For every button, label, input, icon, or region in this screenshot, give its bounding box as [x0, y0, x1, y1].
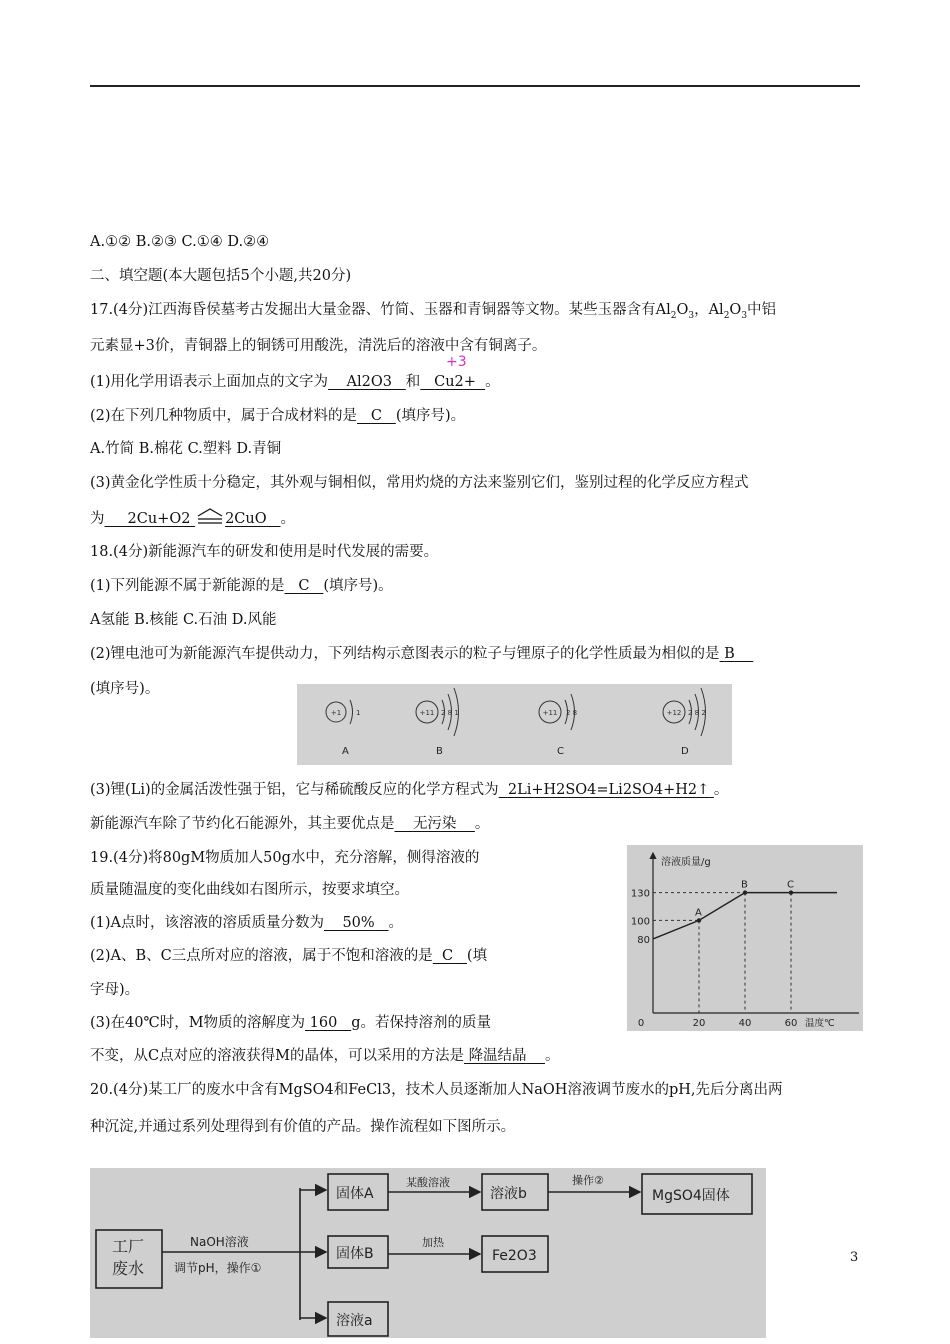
q18-part4: 新能源汽车除了节约化石能源外，其主要优点是 无污染 。	[90, 816, 490, 832]
data-point	[697, 918, 701, 922]
mgso4-label: MgSO4固体	[652, 1188, 730, 1204]
heat-label: 加热	[422, 1236, 444, 1249]
q18-part2-line1: (2)锂电池可为新能源汽车提供动力，下列结构示意图表示的粒子与锂原子的化学性质最为相似的是 B	[90, 644, 753, 664]
answer-blank: 50%	[342, 915, 375, 931]
operation1-label: 调节pH，操作①	[174, 1261, 262, 1275]
x-tick-label: 60	[784, 1018, 798, 1029]
atom-nucleus: +12	[666, 709, 682, 717]
q17-part3-line1: (3)黄金化学性质十分稳定，其外观与铜相似，常用灼烧的方法来鉴别它们，鉴别过程的化学反应方程式	[90, 475, 749, 491]
naoh-label: NaOH溶液	[190, 1235, 249, 1249]
atom-diagram-d	[663, 688, 706, 757]
atom-diagram-c	[539, 694, 577, 757]
q18-part1: (1)下列能源不属于新能源的是 C (填序号)。	[90, 578, 393, 594]
q19-stem-line2: 质量随温度的变化曲线如右图所示，按要求填空。	[90, 882, 409, 898]
q18-stem: 18.(4分)新能源汽车的研发和使用是时代发展的需要。	[90, 544, 439, 560]
q19-part3: (3)在40℃时，M物质的溶解度为 160 g。若保持溶剂的质量	[90, 1015, 491, 1031]
q19-part2-line2: 字母)。	[90, 982, 140, 998]
atom-label: B	[436, 746, 443, 757]
atom-shells: 2 8 1	[441, 709, 459, 717]
q19-part1: (1)A点时，该溶液的溶质质量分数为 50% 。	[90, 915, 404, 931]
point-label: B	[741, 879, 748, 891]
y-tick-label: 80	[637, 934, 650, 946]
atom-diagram-a	[326, 700, 360, 757]
atom-nucleus: +11	[542, 709, 558, 717]
solubility-graph	[627, 845, 863, 1031]
y-tick-label: 130	[630, 888, 650, 900]
x-tick-label: 0	[637, 1018, 645, 1029]
q17-part2-options: A.竹简 B.棉花 C.塑料 D.青铜	[90, 441, 282, 457]
answer-blank: Cu2+	[434, 374, 476, 390]
q18-part2-line2: (填序号)。	[90, 681, 160, 697]
answer-blank: C	[441, 948, 454, 964]
atom-structure-figure	[297, 684, 732, 765]
atom-shells: 2 8	[566, 709, 578, 717]
q17-stem-line1: 17.(4分)江西海昏侯墓考古发掘出大量金器、竹简、玉器和青铜器等文物。某些玉器含有$Al_2O_3$，$Al_2O_3$中铝	[90, 302, 777, 321]
x-tick-label: 40	[738, 1018, 752, 1029]
answer-blank: 160	[309, 1015, 338, 1031]
answer-blank: C	[370, 408, 382, 424]
solid-a-label: 固体A	[336, 1186, 374, 1202]
page-number: 3	[850, 1250, 859, 1265]
atom-nucleus: +11	[419, 709, 435, 717]
answer-blank: 2Cu+O2	[127, 511, 191, 527]
header-rule	[90, 85, 860, 87]
answer-blank: B	[724, 646, 735, 662]
valence-mark: +3	[446, 354, 467, 370]
heat-equilibrium-icon	[195, 508, 225, 526]
atom-shells: 1	[356, 709, 361, 717]
q17-part1: (1)用化学用语表示上面加点的文字为 Al2O3 和 Cu2+ 。	[90, 374, 500, 390]
q17-stem-line2: 元素显+3价，青铜器上的铜锈可用酸洗，清洗后的溶液中含有铜离子。	[90, 338, 547, 354]
q20-line1: 20.(4分)某工厂的废水中含有MgSO4和FeCl3，技术人员逐渐加人NaOH溶液调节废水的pH,先后分离出两	[90, 1082, 783, 1098]
process-flowchart	[90, 1168, 766, 1338]
q18-part3: (3)锂(Li)的金属活泼性强于铝，它与稀硫酸反应的化学方程式为 2Li+H2SO4=Li2SO4+H2↑ 。	[90, 782, 729, 798]
solution-a-label: 溶液a	[336, 1313, 373, 1329]
answer-blank: Al2O3	[346, 374, 392, 390]
q19-part4: 不变，从C点对应的溶液获得M的晶体，可以采用的方法是 降温结晶 。	[90, 1048, 560, 1064]
q17-part3-line2: 为 2Cu+O2 2CuO 。	[90, 508, 295, 529]
answer-blank: 降温结晶	[468, 1048, 527, 1064]
answer-blank: C	[298, 578, 310, 594]
atom-nucleus: +1	[330, 709, 342, 717]
point-label: C	[787, 879, 794, 891]
answer-blank: 2CuO	[225, 511, 267, 527]
atom-diagram-b	[416, 688, 459, 757]
q18-part1-options: A氢能 B.核能 C.石油 D.风能	[90, 612, 277, 628]
acid-label: 某酸溶液	[406, 1176, 450, 1189]
atom-label: A	[342, 746, 349, 757]
solution-b-label: 溶液b	[490, 1186, 527, 1202]
x-axis-label: 温度℃	[805, 1018, 835, 1029]
q17-part2: (2)在下列几种物质中，属于合成材料的是 C (填序号)。	[90, 408, 466, 424]
operation2-label: 操作②	[572, 1174, 604, 1187]
solid-b-label: 固体B	[336, 1246, 374, 1262]
atom-label: D	[681, 746, 689, 757]
atom-label: C	[557, 746, 564, 757]
y-axis-label: 溶液质量/g	[661, 857, 711, 868]
q19-stem-line1: 19.(4分)将80gM物质加人50g水中，充分溶解，侧得溶液的	[90, 850, 480, 866]
source-label-line2: 废水	[112, 1259, 145, 1278]
source-label-line1: 工厂	[112, 1237, 145, 1256]
fe2o3-label: Fe2O3	[492, 1248, 537, 1264]
point-label: A	[695, 907, 702, 919]
x-tick-label: 20	[692, 1018, 706, 1029]
answer-blank: 2Li+H2SO4=Li2SO4+H2↑	[507, 782, 710, 798]
q19-part2: (2)A、B、C三点所对应的溶液，属于不饱和溶液的是 C (填	[90, 948, 488, 964]
y-tick-label: 100	[630, 916, 650, 928]
data-point	[743, 890, 747, 894]
q20-line2: 种沉淀,并通过系列处理得到有价值的产品。操作流程如下图所示。	[90, 1119, 516, 1135]
data-point	[789, 890, 793, 894]
q16-options: A.①② B.②③ C.①④ D.②④	[90, 234, 270, 250]
answer-blank: 无污染	[412, 816, 457, 832]
atom-shells: 2 8 2	[688, 709, 706, 717]
section-title: 二、填空题(本大题包括5个小题,共20分)	[90, 268, 352, 284]
